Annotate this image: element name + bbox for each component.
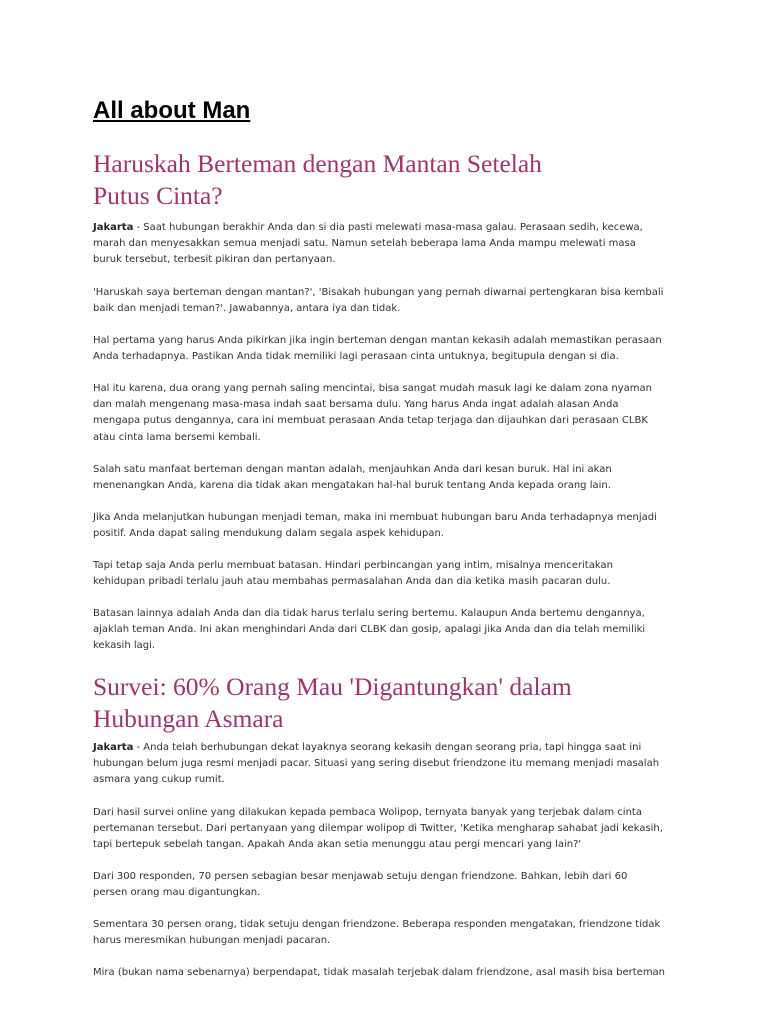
- article-2-p5-line-1: Mira (bukan nama sebenarnya) berpendapat, tidak masalah terjebak dalam friendzone, asal masih bisa berteman: [93, 967, 666, 978]
- article-1-p1-line-1: - Saat hubungan berakhir Anda dan si dia pasti melewati masa-masa galau. Perasaan sedih, kecewa,: [133, 222, 643, 233]
- article-1-p8-line-2: ajaklah teman Anda. Ini akan menghindari Anda dari CLBK dan gosip, apalagi jika Anda dan dia telah memiliki: [93, 624, 646, 636]
- article-1-paragraph-7: [93, 558, 683, 590]
- article-1-p6-line-1: Jika Anda melanjutkan hubungan menjadi teman, maka ini membuat hubungan baru Anda terhadapnya menjadi: [93, 512, 657, 523]
- article-2-p4-line-2: harus meresmikan hubungan menjadi pacaran.: [93, 935, 331, 947]
- article-1-p5-line-1: Salah satu manfaat berteman dengan mantan adalah, menjauhkan Anda dari kesan buruk. Hal ini akan: [93, 464, 612, 475]
- article-1-heading-line-1: Haruskah Berteman dengan Mantan Setelah: [93, 149, 542, 178]
- article-1-p4-line-3: mengapa putus dengannya, cara ini membuat perasaan Anda tetap terjaga dan dijauhkan dari perasaan CLBK: [93, 415, 648, 427]
- article-1-p1-line-2: marah dan menyesakkan semua menjadi satu. Namun setelah beberapa lama Anda mampu melewati masa: [93, 238, 636, 250]
- article-2-p3-line-2: persen orang mau digantungkan.: [93, 887, 261, 899]
- article-1-p4-line-4: atau cinta lama bersemi kembali.: [93, 431, 261, 443]
- article-2-p2-line-2: pertemanan tersebut. Dari pertanyaan yang dilempar wolipop di Twitter, 'Ketika mengharap sahabat jadi kekasih,: [93, 823, 663, 835]
- article-1-p2-line-1: 'Haruskah saya berteman dengan mantan?', 'Bisakah hubungan yang pernah diwarnai pertengkaran bisa kembali: [93, 287, 664, 298]
- article-2-p2-line-3: tapi bertepuk sebelah tangan. Apakah Anda akan setia menunggu atau pergi mencari yang lain?': [93, 839, 582, 851]
- article-1-p1-line-3: buruk tersebut, terbesit pikiran dan pertanyaan.: [93, 254, 336, 266]
- article-1-p8-line-3: kekasih lagi.: [93, 640, 156, 652]
- article-1-heading: [93, 148, 542, 212]
- article-2-p2-line-1: Dari hasil survei online yang dilakukan kepada pembaca Wolipop, ternyata banyak yang terjebak dalam cinta: [93, 807, 642, 818]
- article-1-p8-line-1: Batasan lainnya adalah Anda dan dia tidak harus terlalu sering bertemu. Kalaupun Anda bertemu dengannya,: [93, 608, 645, 619]
- article-2-p1-line-1: - Anda telah berhubungan dekat layaknya seorang kekasih dengan seorang pria, tapi hingga saat ini: [133, 742, 642, 753]
- article-2-paragraph-1: [93, 740, 683, 789]
- article-1-paragraph-5: [93, 462, 683, 494]
- article-1-p6-line-2: positif. Anda dapat saling mendukung dalam segala aspek kehidupan.: [93, 528, 444, 540]
- article-1-paragraph-2: [93, 285, 683, 317]
- article-1-paragraph-1: [93, 220, 683, 269]
- article-2-heading-line-2: Hubungan Asmara: [93, 704, 284, 733]
- article-2-location: Jakarta: [93, 742, 134, 753]
- article-1-paragraph-4: [93, 381, 683, 446]
- article-1-p7-line-2: kehidupan pribadi terlalu jauh atau membahas permasalahan Anda dan dia ketika masih pacaran dulu.: [93, 576, 611, 588]
- article-1-p3-line-1: Hal pertama yang harus Anda pikirkan jika ingin berteman dengan mantan kekasih adalah memastikan perasaan: [93, 335, 662, 346]
- article-1-p2-line-2: baik dan menjadi teman?'. Jawabannya, antara iya dan tidak.: [93, 303, 401, 315]
- article-1-p4-line-2: dan malah mengenang masa-masa indah saat bersama dulu. Yang harus Anda ingat adalah alasan Anda: [93, 399, 619, 411]
- article-1-p3-line-2: Anda terhadapnya. Pastikan Anda tidak memiliki lagi perasaan cinta untuknya, begitupula dengan si dia.: [93, 351, 619, 363]
- article-1-p7-line-1: Tapi tetap saja Anda perlu membuat batasan. Hindari perbincangan yang intim, misalnya menceritakan: [93, 560, 613, 571]
- article-2-paragraph-3: [93, 869, 683, 901]
- article-1-paragraph-6: [93, 510, 683, 542]
- article-2-paragraph-2: [93, 805, 683, 854]
- article-2-paragraph-5: [93, 965, 683, 981]
- article-1-location: Jakarta: [93, 222, 134, 233]
- article-2-p1-line-2: hubungan belum juga resmi menjadi pacar. Situasi yang sering disebut friendzone itu memang menjadi masalah: [93, 758, 660, 770]
- article-2-p3-line-1: Dari 300 responden, 70 persen sebagian besar menjawab setuju dengan friendzone. Bahkan, lebih dari 60: [93, 871, 628, 882]
- article-2-heading: [93, 671, 572, 735]
- article-1-p5-line-2: menenangkan Anda, karena dia tidak akan mengatakan hal-hal buruk tentang Anda kepada orang lain.: [93, 480, 611, 492]
- article-1-paragraph-8: [93, 606, 683, 655]
- article-2-paragraph-4: [93, 917, 683, 949]
- article-2-p4-line-1: Sementara 30 persen orang, tidak setuju dengan friendzone. Beberapa responden mengatakan, friendzone tidak: [93, 919, 661, 930]
- article-2-p1-line-3: asmara yang cukup rumit.: [93, 774, 225, 786]
- document-title: All about Man: [93, 97, 251, 124]
- article-1-p4-line-1: Hal itu karena, dua orang yang pernah saling mencintai, bisa sangat mudah masuk lagi ke dalam zona nyaman: [93, 383, 652, 394]
- article-1-paragraph-3: [93, 333, 683, 365]
- article-2-heading-line-1: Survei: 60% Orang Mau 'Digantungkan' dalam: [93, 672, 572, 701]
- article-1-heading-line-2: Putus Cinta?: [93, 181, 223, 210]
